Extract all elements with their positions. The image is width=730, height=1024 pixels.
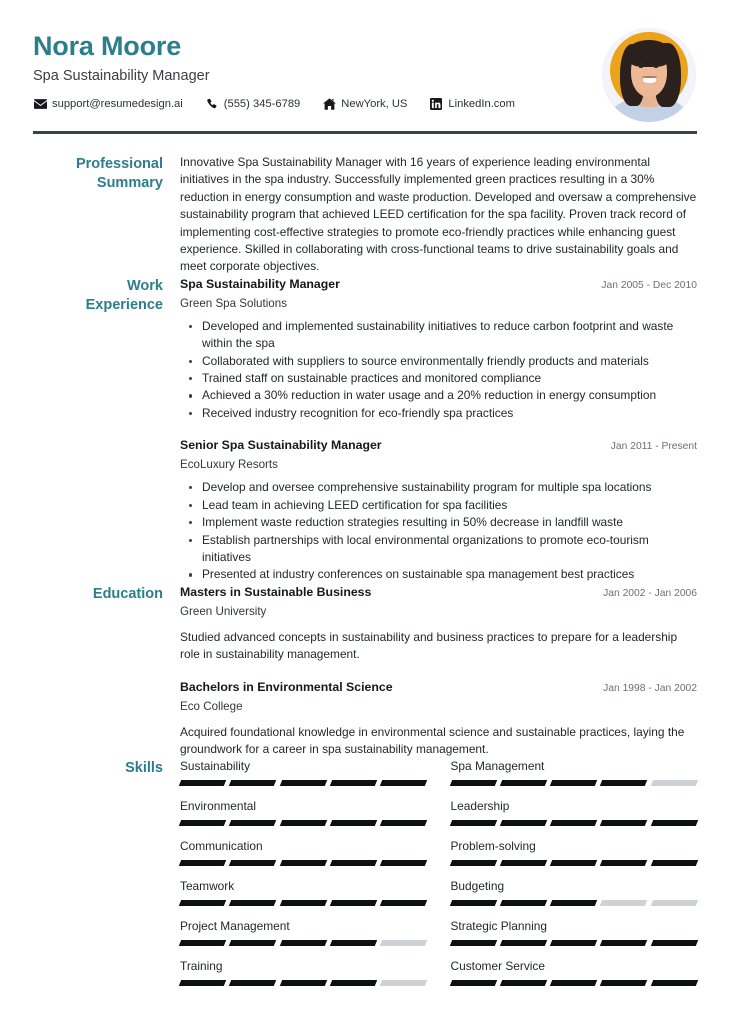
section-label-education [33,584,180,759]
education-entry-desc: Studied advanced concepts in sustainability and business practices to prepare for a leadership role in sustainability management. [180,629,678,662]
skill-level-bar [451,860,698,866]
skill-level-segment [600,820,648,826]
work-entry-org: EcoLuxury Resorts [180,458,278,472]
summary-content [180,154,697,276]
skill-level-segment [279,940,327,946]
skill-level-segment [500,940,548,946]
skill-level-segment [380,820,428,826]
skill-level-segment [380,900,428,906]
education-entry-title: Bachelors in Environmental Science [180,679,393,694]
skill-level-segment [449,940,497,946]
skill-item [451,878,698,918]
section-education [33,584,697,759]
skill-level-bar [451,980,698,986]
skill-name: Sustainability [180,759,251,774]
skill-level-segment [600,940,648,946]
work-entry-title: Spa Sustainability Manager [180,276,340,291]
contact-email[interactable] [33,97,183,110]
work-entry [180,276,697,422]
work-entry-date: Jan 2011 - Present [610,441,697,453]
skill-level-segment [449,860,497,866]
skill-level-segment [500,900,548,906]
skill-name: Training [180,959,223,974]
skill-name: Budgeting [450,879,505,894]
header-divider [33,131,697,134]
skill-level-segment [449,900,497,906]
skill-level-segment [279,780,327,786]
section-label-skills-line1: Skills [125,760,163,777]
section-work-experience [33,276,697,584]
skill-level-segment [550,820,598,826]
skill-level-segment [179,980,227,986]
skill-level-segment [179,820,227,826]
skill-level-segment [229,940,277,946]
section-label-education-line1: Education [92,585,163,602]
education-entry [180,679,697,759]
skill-level-segment [179,860,227,866]
resume-header [0,0,730,120]
skill-item [451,798,698,838]
skill-level-segment [600,980,648,986]
list-item: Achieved a 30% reduction in water usage and a 20% reduction in energy consumption [199,387,697,404]
skill-level-segment [229,780,277,786]
skill-level-bar [180,780,427,786]
skill-level-segment [229,860,277,866]
education-entry-head [180,584,697,602]
skill-level-segment [650,820,698,826]
skill-level-bar [451,940,698,946]
section-label-work-line1: Work [127,277,163,294]
education-content [180,584,697,759]
skill-item [451,918,698,958]
skill-level-segment [600,860,648,866]
skill-level-segment [380,940,428,946]
education-entry-org: Green University [180,604,267,618]
list-item: Received industry recognition for eco-friendly spa practices [199,405,697,422]
section-label-skills [33,758,180,998]
skill-level-segment [279,900,327,906]
skill-level-segment [449,780,497,786]
skill-level-segment [500,820,548,826]
work-entry-org: Green Spa Solutions [180,296,287,310]
skill-level-segment [449,820,497,826]
summary-text: Innovative Spa Sustainability Manager with 16 years of experience leading environmental initiatives in the spa industry. Successfully implemented green practices resulting in a 30% reduction in energy consumption and waste production. Developed and oversaw a comprehensive sustainability program that achieved LEED certification for the spa facility. Proven track record of implementing cost-effective strategies to promote eco-friendly practices while enhancing guest experience. Skilled in collaborating with cross-functional teams to drive sustainability goals and meet corporate objectives. [180,155,697,274]
skill-name: Customer Service [450,959,545,974]
list-item: Establish partnerships with local environmental organizations to promote eco-tourism initiatives [199,532,697,567]
skill-level-bar [451,780,698,786]
skill-level-segment [600,780,648,786]
skill-item [180,918,427,958]
contact-location[interactable] [322,97,407,110]
skill-item [180,798,427,838]
education-entry-date: Jan 1998 - Jan 2002 [603,682,697,694]
list-item: Develop and oversee comprehensive sustainability program for multiple spa locations [199,479,697,496]
section-professional-summary [33,154,697,276]
education-entry-title: Masters in Sustainable Business [180,584,372,599]
skills-grid [180,758,697,998]
skill-level-segment [650,860,698,866]
contact-phone-text: (555) 345-6789 [223,97,301,110]
education-entry-org: Eco College [180,699,243,713]
education-entry-date: Jan 2002 - Jan 2006 [603,587,697,599]
skill-item [451,758,698,798]
skill-item [180,838,427,878]
phone-icon [205,97,219,110]
skill-level-segment [550,860,598,866]
skill-level-bar [180,820,427,826]
skill-level-segment [330,900,378,906]
skill-level-segment [550,780,598,786]
list-item: Collaborated with suppliers to source environmentally friendly products and materials [199,353,697,370]
education-entry [180,584,697,664]
skill-name: Leadership [450,799,510,814]
skill-level-segment [650,940,698,946]
skill-level-segment [550,900,598,906]
skill-level-segment [179,900,227,906]
education-entry-desc: Acquired foundational knowledge in environmental science and sustainable practices, laying the groundwork for a career in spa sustainability management. [180,724,685,756]
avatar-photo [602,28,696,122]
work-entry-head [180,276,697,294]
list-item: Implement waste reduction strategies resulting in 50% decrease in landfill waste [199,514,697,531]
skill-item [180,878,427,918]
avatar [602,28,696,122]
skill-level-segment [179,780,227,786]
skill-level-segment [330,820,378,826]
skill-name: Environmental [180,799,257,814]
list-item: Presented at industry conferences on sustainable spa management best practices [199,566,697,583]
skill-level-segment [500,980,548,986]
skill-level-segment [500,780,548,786]
work-entry-title: Senior Spa Sustainability Manager [180,438,382,453]
skill-level-segment [650,780,698,786]
skill-name: Strategic Planning [450,919,548,934]
page-title: Nora Moore [33,31,182,61]
linkedin-icon [429,97,443,110]
skill-level-segment [179,940,227,946]
section-label-work [33,276,180,584]
skill-level-segment [550,980,598,986]
skill-level-segment [380,980,428,986]
section-label-work-line2: Experience [85,296,163,313]
section-label-summary-line2: Summary [96,175,163,191]
skill-level-segment [380,860,428,866]
skill-level-segment [279,860,327,866]
skill-name: Project Management [180,919,290,934]
skill-level-segment [229,980,277,986]
contact-email-text: support@resumedesign.ai [52,97,183,110]
work-entry-bullets [180,479,697,583]
list-item: Trained staff on sustainable practices and monitored compliance [199,370,697,387]
skill-level-segment [229,820,277,826]
skill-level-segment [550,940,598,946]
contact-row [33,97,697,110]
skill-name: Teamwork [180,879,235,894]
section-label-summary [33,154,180,276]
skill-item [451,838,698,878]
skill-level-segment [279,980,327,986]
work-entry-bullets [180,318,697,422]
list-item: Developed and implemented sustainability initiatives to reduce carbon footprint and waste within the spa [199,318,697,353]
skill-name: Spa Management [450,759,545,774]
contact-linkedin[interactable] [429,97,515,110]
skill-level-segment [229,900,277,906]
skill-level-segment [650,980,698,986]
resume-body [0,154,730,998]
education-entry-head [180,679,697,697]
job-title: Spa Sustainability Manager [33,68,210,84]
skill-level-segment [330,780,378,786]
skill-name: Problem-solving [450,839,536,854]
contact-location-text: NewYork, US [341,97,408,110]
skill-level-bar [451,900,698,906]
contact-linkedin-text: LinkedIn.com [448,97,515,110]
skill-name: Communication [180,839,263,854]
skill-level-segment [650,900,698,906]
envelope-icon [33,97,47,110]
skill-level-bar [451,820,698,826]
skill-level-segment [449,980,497,986]
work-content [180,276,697,584]
skill-level-bar [180,940,427,946]
skill-level-segment [330,980,378,986]
skill-level-segment [330,860,378,866]
skill-item [180,958,427,998]
skill-level-bar [180,900,427,906]
contact-phone[interactable] [205,97,301,110]
skill-item [451,958,698,998]
skill-level-segment [500,860,548,866]
list-item: Lead team in achieving LEED certification for spa facilities [199,497,697,514]
skill-level-bar [180,860,427,866]
work-entry [180,437,697,583]
section-label-summary-line1: Professional [75,156,163,172]
skill-item [180,758,427,798]
skill-level-segment [380,780,428,786]
skill-level-segment [330,940,378,946]
section-skills [33,758,697,998]
home-icon [322,97,336,110]
work-entry-head [180,437,697,455]
skill-level-bar [180,980,427,986]
skills-content [180,758,697,998]
work-entry-date: Jan 2005 - Dec 2010 [601,279,697,291]
skill-level-segment [279,820,327,826]
skill-level-segment [600,900,648,906]
